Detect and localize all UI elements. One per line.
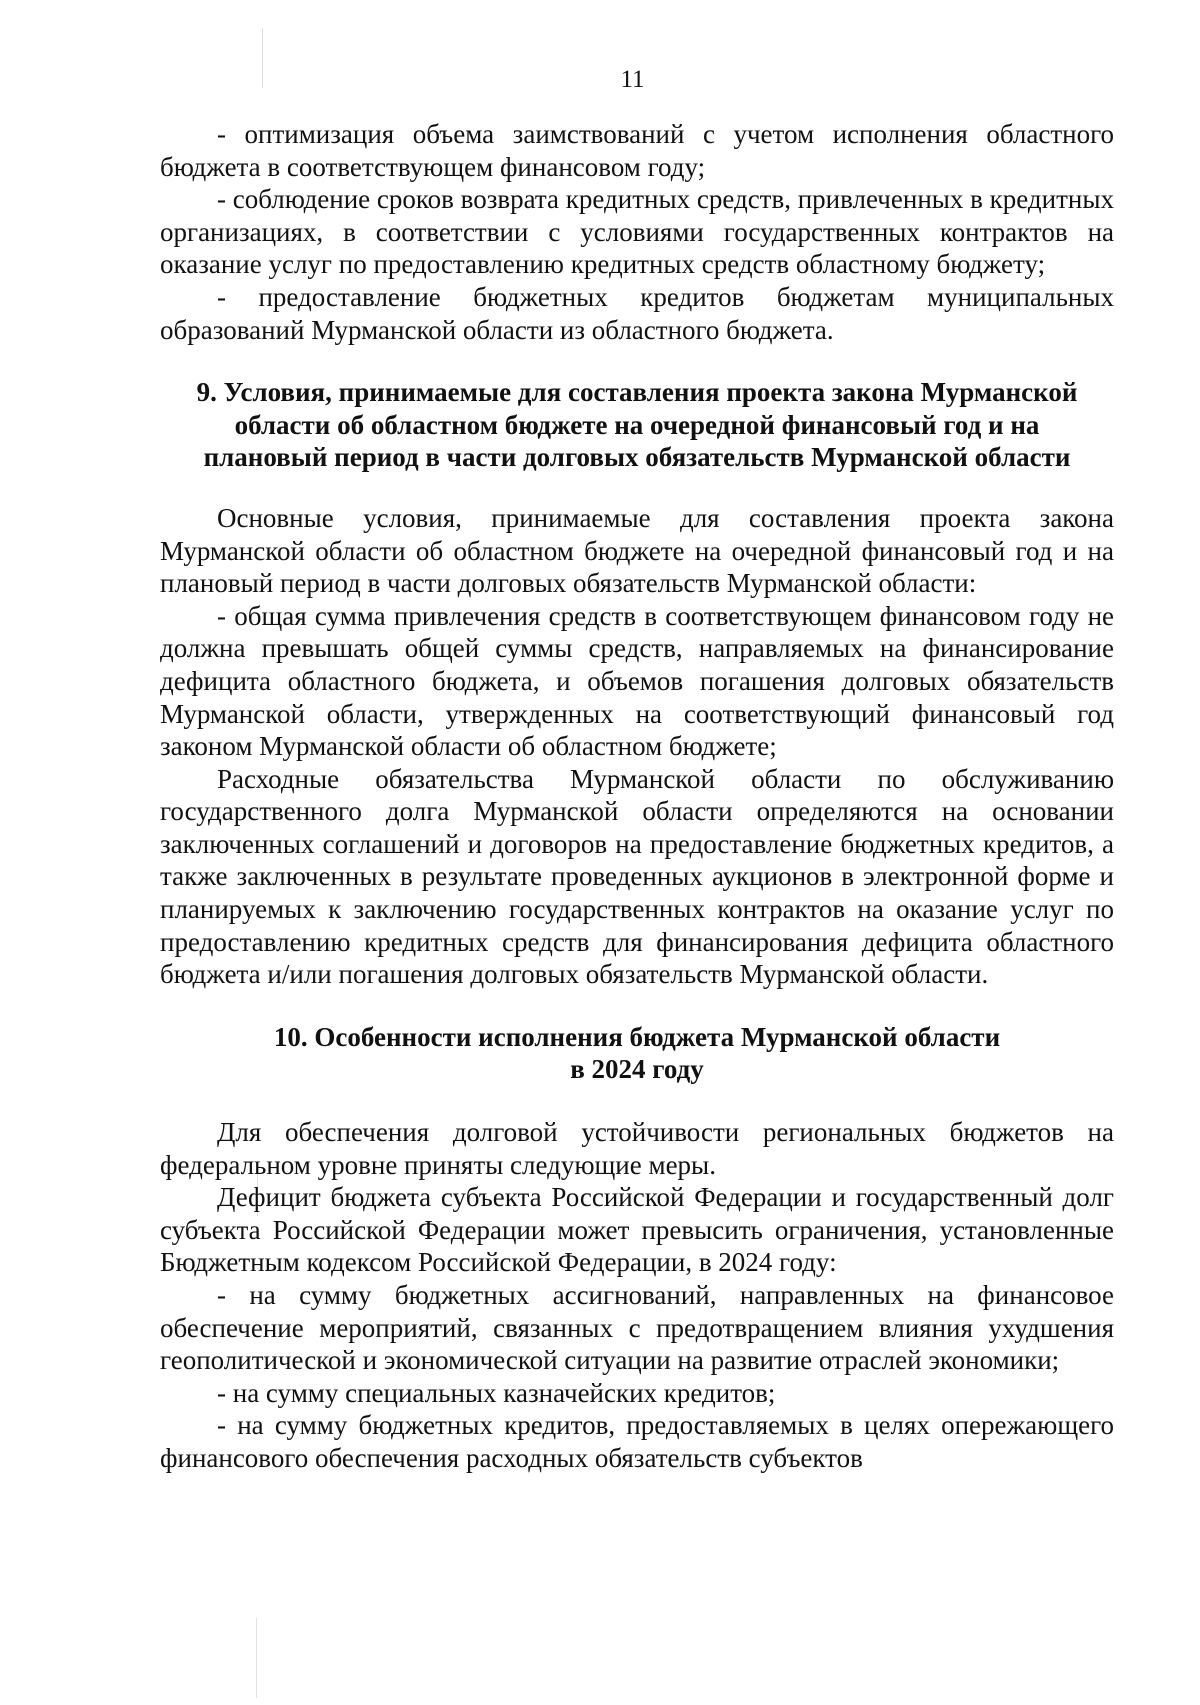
document-body [160,118,1114,1475]
page-number: 11 [620,66,645,93]
section-9-bullet: - общая сумма привлечения средств в соответствующем финансовом году не должна превышать общей суммы средств, направляемых на финансирование дефицита областного бюджета, и объемов погашения долговых обязательств Мурманской области, утвержденных на соответствующий финансовый год законом Мурманской области об областном бюджете; [160,600,1114,762]
intro-bullet: - оптимизация объема заимствований с учетом исполнения областного бюджета в соответствующем финансовом году; [160,119,1114,182]
section-10-bullet: - на сумму бюджетных кредитов, предоставляемых в целях опережающего финансового обеспечения расходных обязательств субъектов [160,1410,1114,1473]
section-9-heading [160,376,1114,474]
section-9-heading-line: 9. Условия, принимаемые для составления проекта закона Мурманской [196,377,1078,408]
section-10-paragraph: Дефицит бюджета субъекта Российской Федерации и государственный долг субъекта Российской Федерации может превысить ограничения, установленные Бюджетным кодексом Российской Федерации, в 2024 году: [160,1182,1114,1278]
section-10-bullet: - на сумму бюджетных ассигнований, направленных на финансовое обеспечение мероприятий, связанных с предотвращением влияния ухудшения геополитической и экономической ситуации на развитие отраслей экономики; [160,1280,1114,1376]
section-10-heading [160,1021,1114,1086]
section-9-heading-line: плановый период в части долговых обязательств Мурманской области [203,442,1071,473]
section-9-paragraph: Основные условия, принимаемые для составления проекта закона Мурманской области об областном бюджете на очередной финансовый год и на плановый период в части долговых обязательств Мурманской области: [160,502,1114,599]
section-10-paragraph: Для обеспечения долговой устойчивости региональных бюджетов на федеральном уровне приняты следующие меры. [160,1117,1114,1180]
scan-artifact-line [256,1618,257,1698]
section-10-bullet: - на сумму специальных казначейских кредитов; [217,1377,776,1408]
section-9-paragraph: Расходные обязательства Мурманской области по обслуживанию государственного долга Мурманской области определяются на основании заключенных соглашений и договоров на предоставление бюджетных кредитов, а также заключенных в результате проведенных аукционов в электронной форме и планируемых к заключению государственных контрактов на оказание услуг по предоставлению кредитных средств для финансирования дефицита областного бюджета и/или погашения долговых обязательств Мурманской области. [160,763,1114,990]
intro-bullet: - предоставление бюджетных кредитов бюджетам муниципальных образований Мурманской области из областного бюджета. [160,281,1114,345]
section-10-heading-line: 10. Особенности исполнения бюджета Мурманской области [273,1021,1001,1052]
section-10-heading-line: в 2024 году [570,1054,704,1085]
section-9-heading-line: области об областном бюджете на очередной финансовый год и на [234,409,1040,440]
intro-bullet: - соблюдение сроков возврата кредитных средств, привлеченных в кредитных организациях, в соответствии с условиями государственных контрактов на оказание услуг по предоставлению кредитных средств областному бюджету; [160,184,1114,280]
